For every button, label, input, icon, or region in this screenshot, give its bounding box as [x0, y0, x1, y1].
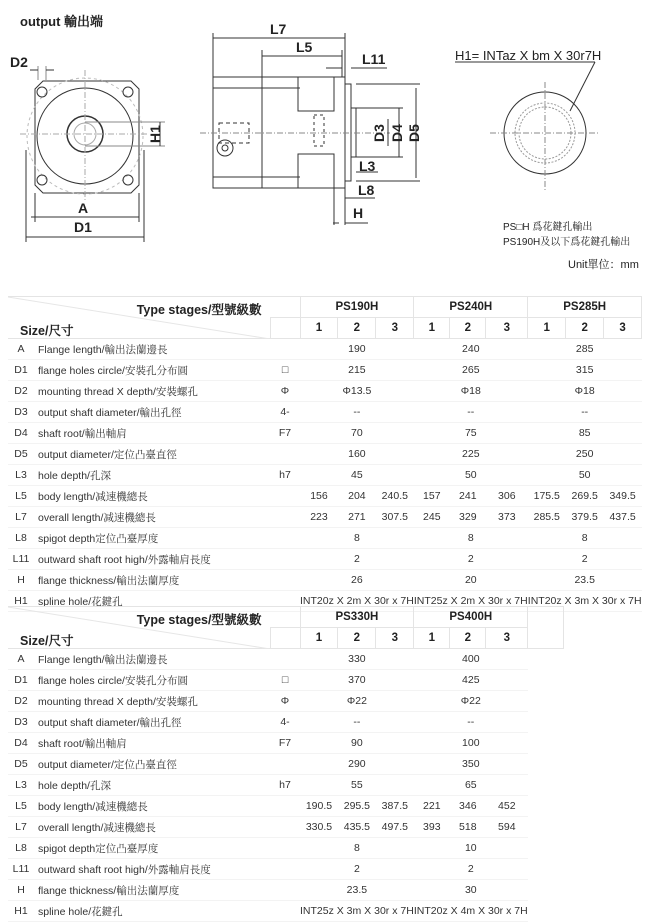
- table-row: [8, 691, 564, 712]
- dim-label-d3: D3: [371, 124, 387, 142]
- cell-value: 240.5: [376, 486, 414, 507]
- cell-value: 387.5: [376, 796, 414, 817]
- table-row: [8, 570, 642, 591]
- cell-value: 285.5: [528, 507, 566, 528]
- cell-value: 225: [414, 444, 528, 465]
- cell-value: 8: [300, 838, 414, 859]
- cell-value: 90: [300, 733, 414, 754]
- row-tolerance-symbol: □: [270, 670, 300, 691]
- cell-value: 23.5: [300, 880, 414, 901]
- cell-value: Φ22: [414, 691, 528, 712]
- header-size: Size/尺寸: [20, 634, 74, 648]
- row-tolerance-symbol: [270, 817, 300, 838]
- row-code: L5: [8, 796, 34, 817]
- row-tolerance-symbol: Φ: [270, 691, 300, 712]
- cell-value: 250: [528, 444, 642, 465]
- cell-value: 350: [414, 754, 528, 775]
- row-code: D1: [8, 360, 34, 381]
- row-tolerance-symbol: [270, 486, 300, 507]
- cell-value: 425: [414, 670, 528, 691]
- cell-value: INT25z X 2m X 30r x 7H: [414, 591, 528, 612]
- cell-value: 8: [414, 528, 528, 549]
- cell-value: 30: [414, 880, 528, 901]
- row-code: L7: [8, 817, 34, 838]
- row-code: L7: [8, 507, 34, 528]
- cell-value: 70: [300, 423, 414, 444]
- row-description: flange thickness/輸出法蘭厚度: [34, 570, 270, 591]
- model-header: PS400H: [414, 607, 528, 628]
- cell-value: 50: [414, 465, 528, 486]
- row-code: H: [8, 880, 34, 901]
- row-description: flange holes circle/安裝孔分布圓: [34, 670, 270, 691]
- row-tolerance-symbol: [270, 339, 300, 360]
- row-description: shaft root/輸出軸肩: [34, 733, 270, 754]
- cell-value: Φ13.5: [300, 381, 414, 402]
- row-tolerance-symbol: [270, 507, 300, 528]
- cell-value: 330.5: [300, 817, 338, 838]
- cell-value: Φ22: [300, 691, 414, 712]
- side-view: [200, 33, 420, 225]
- table-header-row: [8, 607, 564, 628]
- table-corner-header: [8, 607, 270, 649]
- row-description: overall length/减速機總長: [34, 817, 270, 838]
- row-tolerance-symbol: [270, 880, 300, 901]
- row-tolerance-symbol: [270, 549, 300, 570]
- cell-value: 45: [300, 465, 414, 486]
- cell-value: --: [414, 402, 528, 423]
- row-description: Flange length/輸出法蘭邊長: [34, 339, 270, 360]
- spline-view: [455, 62, 600, 190]
- row-code: D2: [8, 691, 34, 712]
- row-code: D2: [8, 381, 34, 402]
- dim-label-l5: L5: [296, 39, 313, 55]
- row-code: A: [8, 339, 34, 360]
- cell-value: 265: [414, 360, 528, 381]
- table-row: [8, 486, 642, 507]
- cell-value: 100: [414, 733, 528, 754]
- cell-value: 8: [300, 528, 414, 549]
- table-row: [8, 796, 564, 817]
- stage-header: 1: [414, 318, 450, 339]
- table-row: [8, 838, 564, 859]
- header-size: Size/尺寸: [20, 324, 74, 338]
- row-description: body length/减速機總長: [34, 486, 270, 507]
- dim-label-d2: D2: [10, 54, 28, 70]
- cell-value: 290: [300, 754, 414, 775]
- cell-value: --: [414, 712, 528, 733]
- dim-label-h: H: [353, 205, 364, 221]
- table-row: [8, 360, 642, 381]
- table-row: [8, 423, 642, 444]
- stage-header: 3: [486, 628, 528, 649]
- stage-header: 3: [486, 318, 528, 339]
- cell-value: 204: [338, 486, 376, 507]
- table-row: [8, 775, 564, 796]
- cell-value: 23.5: [528, 570, 642, 591]
- cell-value: 435.5: [338, 817, 376, 838]
- row-tolerance-symbol: F7: [270, 423, 300, 444]
- row-tolerance-symbol: □: [270, 360, 300, 381]
- row-tolerance-symbol: [270, 838, 300, 859]
- page-title: output 輸出端: [20, 14, 104, 29]
- cell-value: 175.5: [528, 486, 566, 507]
- row-code: H1: [8, 591, 34, 612]
- stage-header: 1: [414, 628, 450, 649]
- spline-equation: H1= INTaz X bm X 30r7H: [455, 48, 602, 63]
- cell-value: 2: [300, 549, 414, 570]
- row-code: D3: [8, 402, 34, 423]
- cell-value: 370: [300, 670, 414, 691]
- cell-value: --: [300, 712, 414, 733]
- row-code: L3: [8, 775, 34, 796]
- row-description: outward shaft root high/外露軸肩長度: [34, 859, 270, 880]
- row-description: mounting thread X depth/安裝螺孔: [34, 691, 270, 712]
- row-code: D5: [8, 444, 34, 465]
- cell-value: 241: [450, 486, 486, 507]
- cell-value: 65: [414, 775, 528, 796]
- row-description: body length/减速機總長: [34, 796, 270, 817]
- row-code: L3: [8, 465, 34, 486]
- stage-header: 2: [338, 628, 376, 649]
- row-description: output shaft diameter/輸出孔徑: [34, 402, 270, 423]
- cell-value: 85: [528, 423, 642, 444]
- row-tolerance-symbol: [270, 901, 300, 922]
- cell-value: 55: [300, 775, 414, 796]
- note-line: PS190H及以下爲花鍵孔輸出: [503, 237, 631, 248]
- cell-value: 379.5: [566, 507, 604, 528]
- front-view: [20, 66, 165, 242]
- table-row: [8, 754, 564, 775]
- cell-value: 437.5: [604, 507, 642, 528]
- table-row: [8, 444, 642, 465]
- row-description: Flange length/輸出法蘭邊長: [34, 649, 270, 670]
- dim-label-a: A: [78, 200, 89, 216]
- row-description: flange holes circle/安裝孔分布圓: [34, 360, 270, 381]
- cell-value: 306: [486, 486, 528, 507]
- row-code: L11: [8, 859, 34, 880]
- header-type-stages: Type stages/型號級數: [136, 613, 262, 627]
- cell-value: 497.5: [376, 817, 414, 838]
- cell-value: 223: [300, 507, 338, 528]
- row-description: flange thickness/輸出法蘭厚度: [34, 880, 270, 901]
- cell-value: --: [300, 402, 414, 423]
- dim-label-h1: H1: [147, 125, 163, 143]
- row-code: L5: [8, 486, 34, 507]
- cell-value: 2: [414, 859, 528, 880]
- row-code: A: [8, 649, 34, 670]
- cell-value: 295.5: [338, 796, 376, 817]
- model-header: PS240H: [414, 297, 528, 318]
- cell-value: 269.5: [566, 486, 604, 507]
- cell-value: Φ18: [528, 381, 642, 402]
- cell-value: 271: [338, 507, 376, 528]
- cell-value: 2: [414, 549, 528, 570]
- row-tolerance-symbol: h7: [270, 465, 300, 486]
- table-row: [8, 649, 564, 670]
- cell-value: 329: [450, 507, 486, 528]
- row-code: L11: [8, 549, 34, 570]
- table-row: [8, 733, 564, 754]
- cell-value: 594: [486, 817, 528, 838]
- cell-value: 157: [414, 486, 450, 507]
- cell-value: INT20z X 2m X 30r x 7H: [300, 591, 414, 612]
- stage-header: 3: [376, 318, 414, 339]
- row-description: hole depth/孔深: [34, 465, 270, 486]
- dim-label-d4: D4: [389, 124, 405, 142]
- row-description: spline hole/花鍵孔: [34, 901, 270, 922]
- unit-label: Unit單位：mm: [568, 259, 639, 271]
- cell-value: INT25z X 3m X 30r x 7H: [300, 901, 414, 922]
- row-tolerance-symbol: 4-: [270, 712, 300, 733]
- row-description: mounting thread X depth/安裝螺孔: [34, 381, 270, 402]
- cell-value: 307.5: [376, 507, 414, 528]
- cell-value: 160: [300, 444, 414, 465]
- row-description: output diameter/定位凸臺直徑: [34, 754, 270, 775]
- cell-value: 26: [300, 570, 414, 591]
- row-description: shaft root/輸出軸肩: [34, 423, 270, 444]
- cell-value: 393: [414, 817, 450, 838]
- dim-label-l8: L8: [358, 182, 375, 198]
- row-description: spigot depth定位凸臺厚度: [34, 838, 270, 859]
- row-tolerance-symbol: [270, 528, 300, 549]
- stage-header: 2: [450, 628, 486, 649]
- dim-label-d5: D5: [406, 124, 422, 142]
- table-row: [8, 507, 642, 528]
- table-row: [8, 712, 564, 733]
- table-row: [8, 339, 642, 360]
- row-code: D5: [8, 754, 34, 775]
- row-tolerance-symbol: [270, 754, 300, 775]
- row-tolerance-symbol: [270, 859, 300, 880]
- row-description: hole depth/孔深: [34, 775, 270, 796]
- cell-value: 452: [486, 796, 528, 817]
- cell-value: 2: [528, 549, 642, 570]
- cell-value: 315: [528, 360, 642, 381]
- row-code: L8: [8, 528, 34, 549]
- flange-outline: [35, 81, 139, 193]
- spec-table-1: [8, 296, 642, 612]
- row-tolerance-symbol: Φ: [270, 381, 300, 402]
- dim-label-l7: L7: [270, 21, 287, 37]
- row-description: spigot depth定位凸臺厚度: [34, 528, 270, 549]
- cell-value: 10: [414, 838, 528, 859]
- stage-header: 2: [566, 318, 604, 339]
- cell-value: 330: [300, 649, 414, 670]
- stage-header: 2: [338, 318, 376, 339]
- row-tolerance-symbol: [270, 649, 300, 670]
- model-header: PS330H: [300, 607, 414, 628]
- cell-value: 349.5: [604, 486, 642, 507]
- row-code: H: [8, 570, 34, 591]
- row-code: D3: [8, 712, 34, 733]
- table-row: [8, 381, 642, 402]
- row-tolerance-symbol: h7: [270, 775, 300, 796]
- row-code: D1: [8, 670, 34, 691]
- stage-header: 1: [528, 318, 566, 339]
- row-code: L8: [8, 838, 34, 859]
- table-header-row: [8, 297, 642, 318]
- cell-value: 373: [486, 507, 528, 528]
- cell-value: 20: [414, 570, 528, 591]
- cell-value: 518: [450, 817, 486, 838]
- note-line: PS□H 爲花鍵孔輸出: [503, 222, 593, 233]
- cell-value: 400: [414, 649, 528, 670]
- table-row: [8, 880, 564, 901]
- dim-label-l11: L11: [362, 51, 386, 67]
- stage-header: 1: [300, 318, 338, 339]
- row-code: D4: [8, 423, 34, 444]
- cell-value: 156: [300, 486, 338, 507]
- stage-header: 2: [450, 318, 486, 339]
- dim-label-l3: L3: [359, 158, 376, 174]
- cell-value: 190.5: [300, 796, 338, 817]
- row-description: output diameter/定位凸臺直徑: [34, 444, 270, 465]
- cell-value: 221: [414, 796, 450, 817]
- cell-value: 240: [414, 339, 528, 360]
- stage-header: 3: [376, 628, 414, 649]
- cell-value: 285: [528, 339, 642, 360]
- cell-value: Φ18: [414, 381, 528, 402]
- row-tolerance-symbol: 4-: [270, 402, 300, 423]
- cell-value: 245: [414, 507, 450, 528]
- table-corner-header: [8, 297, 270, 339]
- row-description: overall length/减速機總長: [34, 507, 270, 528]
- table-row: [8, 670, 564, 691]
- stage-header: 1: [300, 628, 338, 649]
- cell-value: 75: [414, 423, 528, 444]
- stage-header: 3: [604, 318, 642, 339]
- row-tolerance-symbol: F7: [270, 733, 300, 754]
- table-row: [8, 549, 642, 570]
- table-row: [8, 817, 564, 838]
- cell-value: INT20z X 3m X 30r x 7H: [528, 591, 642, 612]
- table-row: [8, 465, 642, 486]
- cell-value: 215: [300, 360, 414, 381]
- model-header: PS285H: [528, 297, 642, 318]
- header-type-stages: Type stages/型號級數: [136, 303, 262, 317]
- row-tolerance-symbol: [270, 570, 300, 591]
- row-code: H1: [8, 901, 34, 922]
- cell-value: INT20z X 4m X 30r x 7H: [414, 901, 528, 922]
- dim-label-d1: D1: [74, 219, 92, 235]
- cell-value: 8: [528, 528, 642, 549]
- table-row: [8, 402, 642, 423]
- row-tolerance-symbol: [270, 796, 300, 817]
- table-row: [8, 901, 564, 922]
- row-description: spline hole/花鍵孔: [34, 591, 270, 612]
- cell-value: 346: [450, 796, 486, 817]
- row-tolerance-symbol: [270, 444, 300, 465]
- table-row: [8, 859, 564, 880]
- model-header: PS190H: [300, 297, 414, 318]
- cell-value: 2: [300, 859, 414, 880]
- table-row: [8, 528, 642, 549]
- cell-value: 50: [528, 465, 642, 486]
- row-code: D4: [8, 733, 34, 754]
- cell-value: --: [528, 402, 642, 423]
- spec-table-2: [8, 606, 564, 922]
- row-description: outward shaft root high/外露軸肩長度: [34, 549, 270, 570]
- row-description: output shaft diameter/輸出孔徑: [34, 712, 270, 733]
- cell-value: 190: [300, 339, 414, 360]
